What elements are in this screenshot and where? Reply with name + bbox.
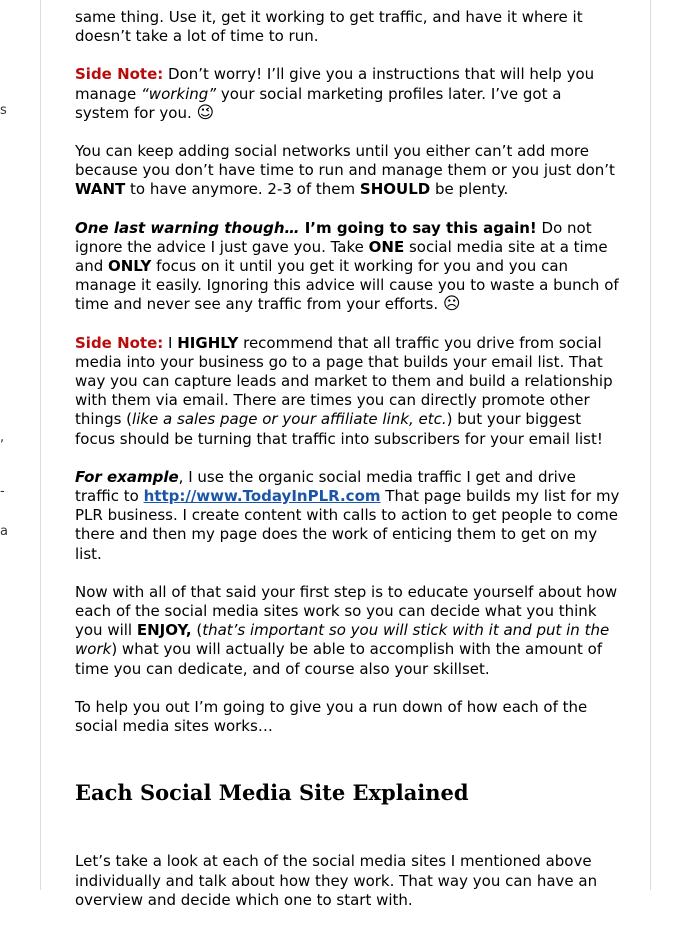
text: ) but your biggest focus should be turning that traffic into subscribers for your email list!: [75, 410, 603, 448]
gutter-char: a: [0, 524, 8, 539]
italic-text: “working”: [141, 84, 217, 103]
bold-italic-text: For example: [75, 467, 179, 486]
bold-italic-text: One last warning though…: [75, 218, 300, 237]
text: same thing. Use it, get it working to get traffic, and have it where it doesn’t take a lot of time to run.: [75, 8, 583, 46]
gutter-char: -: [0, 484, 5, 499]
text: Do not ignore the advice I just gave you. Take: [75, 218, 592, 256]
text: Let’s take a look at each of the social media sites I mentioned above individually and talk about how they work. That way you can have an overview and decide which one to start with.: [75, 852, 598, 909]
example-paragraph: [75, 468, 620, 564]
paragraph: [75, 142, 620, 200]
side-note-paragraph: [75, 334, 620, 449]
gutter-char: s: [0, 103, 7, 118]
bold-text: WANT: [75, 180, 126, 199]
section-heading: Each Social Media Site Explained: [75, 780, 469, 806]
text: Don’t worry! I’ll give you a instructions that will help you manage: [75, 65, 595, 103]
bold-text: HIGHLY: [177, 333, 239, 352]
bold-text: I’m going to say this again!: [299, 218, 537, 237]
sad-face-emoji-icon: ☹: [442, 294, 461, 315]
text: That page builds my list for my PLR business. I create content with calls to action to get people to come there and then my page does the work of enticing them to get on my list.: [75, 487, 620, 563]
side-note-label: Side Note:: [75, 333, 164, 352]
text: be plenty.: [430, 180, 509, 199]
document-body: [75, 8, 620, 929]
text: recommend that all traffic you drive from social media into your business go to a page that builds your email list. That way you can capture leads and market to them and build a relationship with them via email. There are times you can directly promote other things (: [75, 333, 613, 429]
side-note-paragraph: [75, 65, 620, 123]
bold-text: ENJOY,: [136, 621, 192, 640]
paragraph: [75, 583, 620, 679]
text: To help you out I’m going to give you a run down of how each of the social media sites works…: [75, 697, 588, 736]
paragraph: [75, 8, 620, 46]
left-page-edge: [0, 0, 12, 890]
bold-text: ONLY: [108, 257, 152, 276]
text: , I use the organic social media traffic I get and drive traffic to: [75, 467, 576, 506]
bold-text: SHOULD: [359, 180, 431, 199]
todayinplr-link[interactable]: http://www.TodayInPLR.com: [143, 487, 381, 506]
paragraph: [75, 852, 620, 910]
text: to have anymore. 2-3 of them: [125, 180, 360, 199]
italic-text: like a sales page or your affiliate link, etc.: [132, 410, 447, 429]
text: You can keep adding social networks until you either can’t add more because you don’t have time to run and manage them or you just don’t: [75, 142, 615, 180]
text: focus on it until you get it working for you and you can manage it easily. Ignoring this advice will cause you to waste a bunch of time and never see any traffic from your efforts.: [75, 257, 619, 314]
gutter-char: ,: [0, 430, 5, 445]
document-page: [40, 0, 651, 909]
text: your social marketing profiles later. I’ve got a system for you.: [75, 84, 562, 122]
text: social media site at a time and: [75, 237, 608, 276]
italic-text: that’s important so you will stick with it and put in the work: [75, 621, 610, 659]
bold-text: ONE: [368, 237, 405, 256]
wink-emoji-icon: 😉: [196, 102, 215, 123]
side-note-label: Side Note:: [75, 65, 164, 84]
text: ) what you will actually be able to accomplish with the amount of time you can dedicate, and of course also your skillset.: [75, 640, 603, 678]
paragraph: [75, 698, 620, 736]
text: (: [191, 621, 203, 640]
text: I: [163, 333, 178, 352]
text: Now with all of that said your first step is to educate yourself about how each of the social media sites work so you can decide what you think you will: [75, 582, 618, 640]
warning-paragraph: [75, 219, 620, 315]
